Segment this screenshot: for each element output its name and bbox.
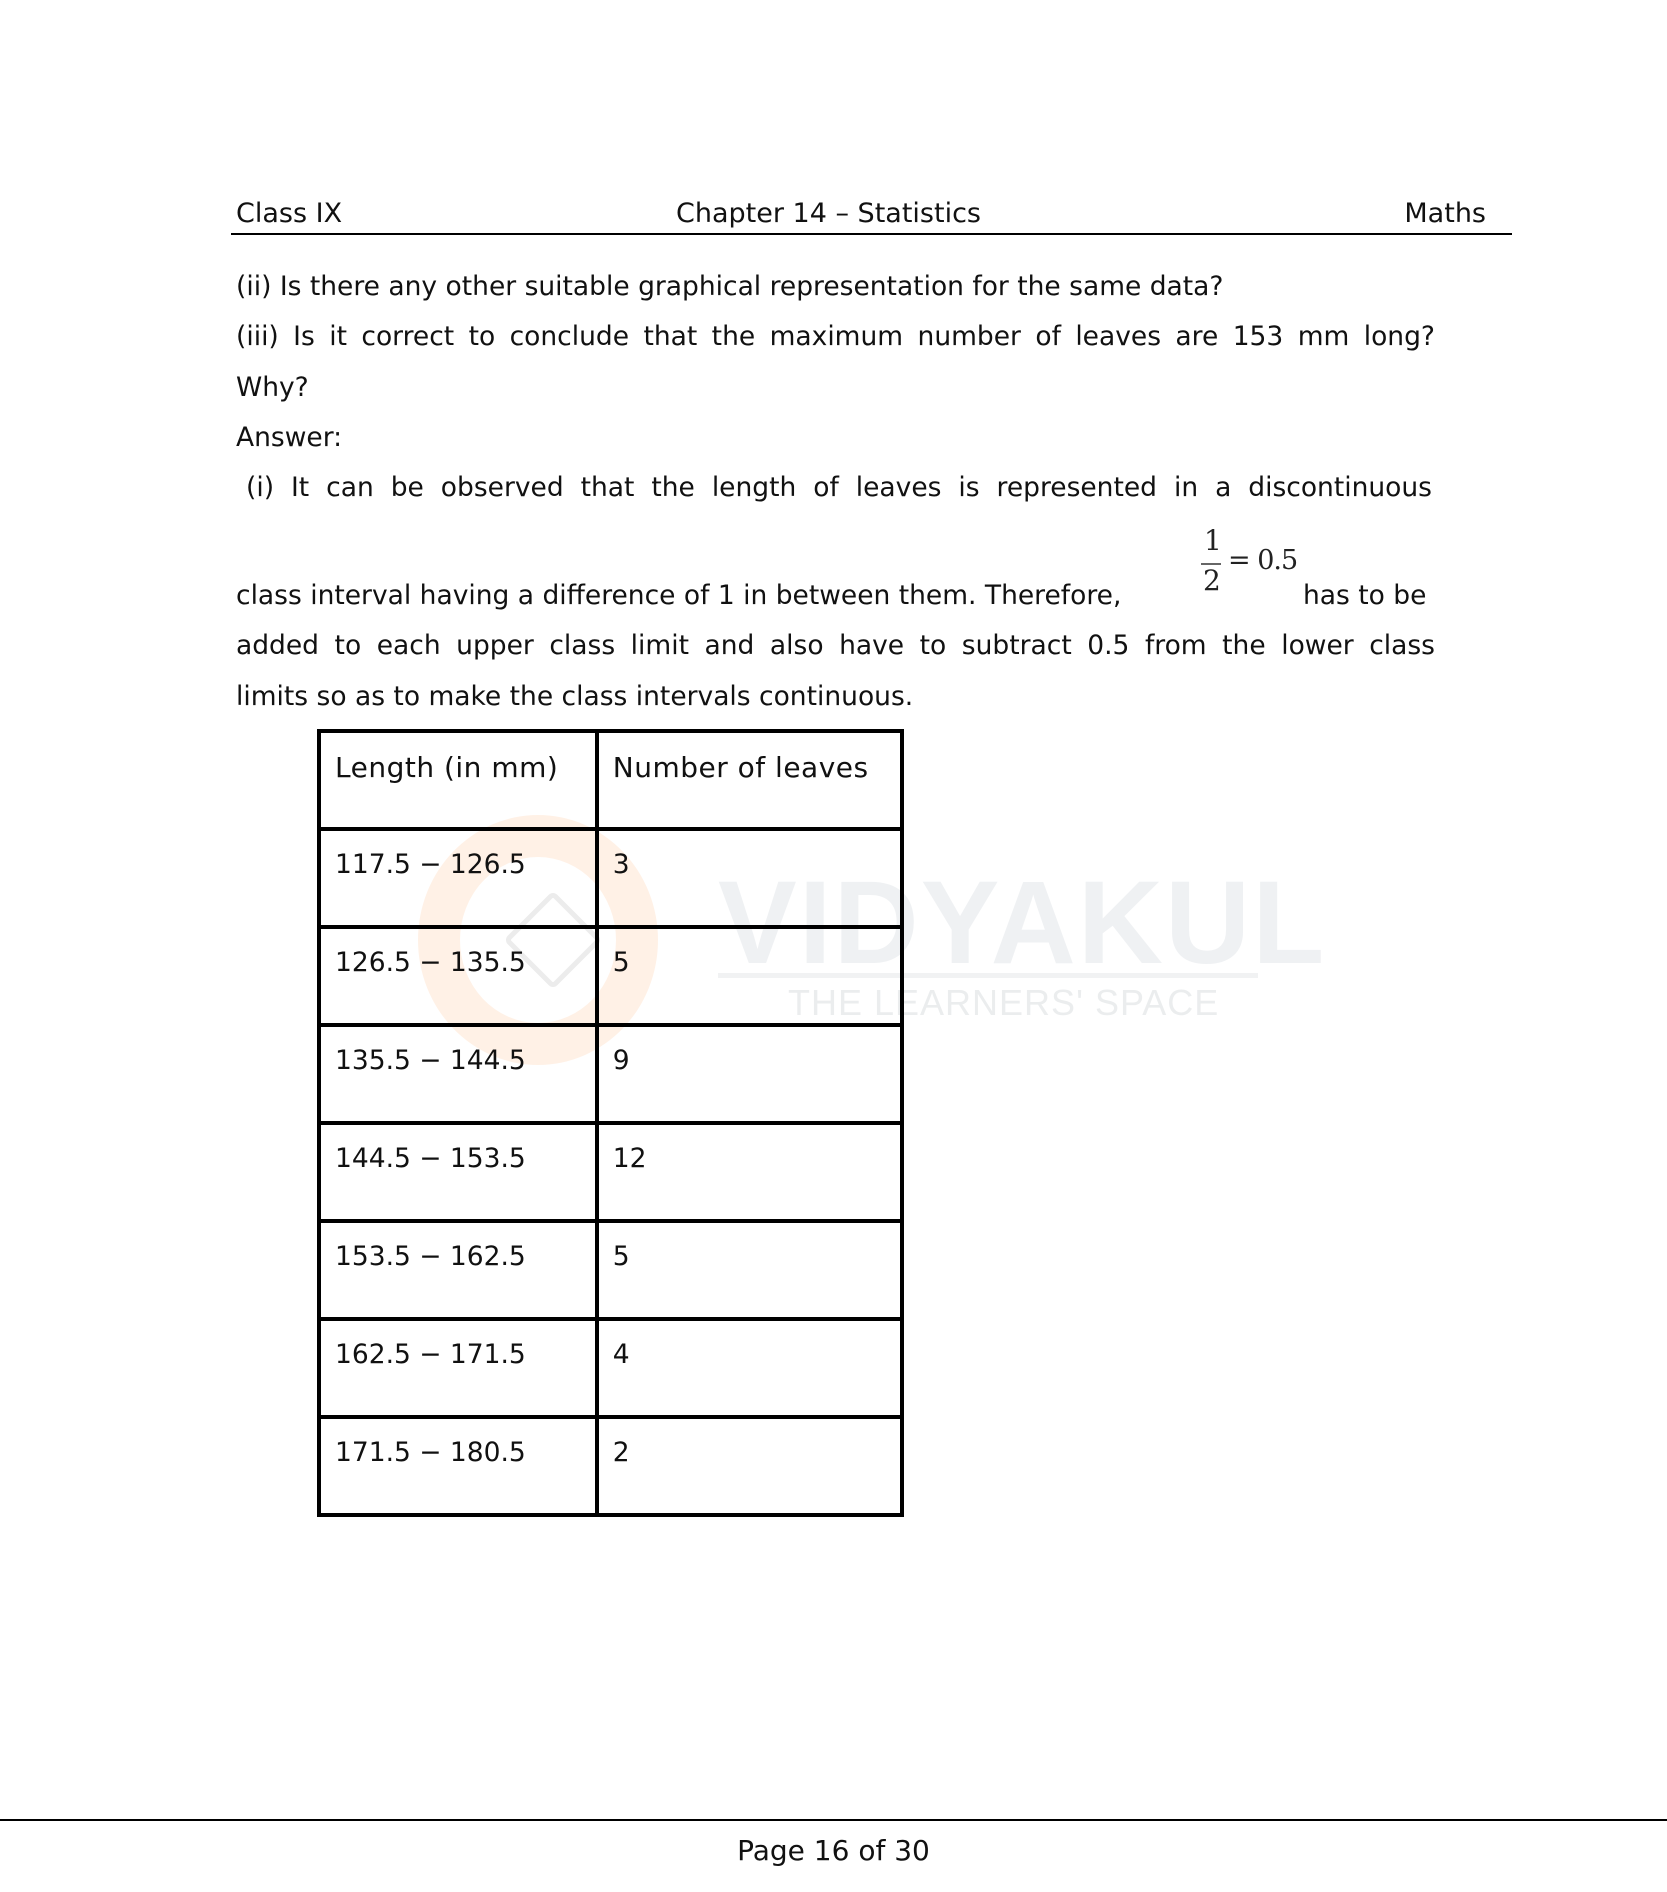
table-row xyxy=(319,1417,902,1515)
table-row xyxy=(319,927,902,1025)
cell-count: 12 xyxy=(597,1123,902,1221)
header-chapter-title: Chapter 14 – Statistics xyxy=(676,198,981,229)
fraction-half xyxy=(1198,526,1308,606)
answer-label: Answer: xyxy=(236,422,343,453)
page-number: Page 16 of 30 xyxy=(737,1834,930,1867)
answer-i-line2-before: class interval having a difference of 1 in between them. Therefore, xyxy=(236,580,1122,611)
header-divider xyxy=(231,233,1512,235)
answer-i-line2-after: has to be xyxy=(1303,580,1427,611)
watermark-brand: VIDYAKUL xyxy=(718,857,1327,989)
fraction-numerator: 1 xyxy=(1204,524,1222,557)
answer-i-line1: (i) It can be observed that the length of leaves is represented in a discontinuous xyxy=(246,472,1432,503)
cell-length: 153.5 − 162.5 xyxy=(319,1221,597,1319)
question-iii-line2: Why? xyxy=(236,372,309,403)
table-row xyxy=(319,1221,902,1319)
table-row xyxy=(319,829,902,927)
table-row xyxy=(319,1123,902,1221)
answer-i-line4: limits so as to make the class intervals continuous. xyxy=(236,681,914,712)
fraction-denominator: 2 xyxy=(1203,564,1221,597)
cell-length: 144.5 − 153.5 xyxy=(319,1123,597,1221)
answer-i-line3: added to each upper class limit and also have to subtract 0.5 from the lower class xyxy=(236,630,1435,661)
column-header-length: Length (in mm) xyxy=(319,731,597,829)
cell-length: 126.5 − 135.5 xyxy=(319,927,597,1025)
cell-count: 2 xyxy=(597,1417,902,1515)
frequency-table xyxy=(317,729,904,1517)
cell-length: 162.5 − 171.5 xyxy=(319,1319,597,1417)
cell-count: 5 xyxy=(597,927,902,1025)
header-subject: Maths xyxy=(1404,198,1486,229)
cell-count: 9 xyxy=(597,1025,902,1123)
column-header-count: Number of leaves xyxy=(597,731,902,829)
cell-length: 171.5 − 180.5 xyxy=(319,1417,597,1515)
question-ii: (ii) Is there any other suitable graphical representation for the same data? xyxy=(236,271,1224,302)
watermark-tagline: THE LEARNERS' SPACE xyxy=(788,982,1220,1023)
footer-divider xyxy=(0,1819,1667,1821)
header-class: Class IX xyxy=(236,198,343,229)
cell-count: 3 xyxy=(597,829,902,927)
table-row xyxy=(319,1319,902,1417)
question-iii-line1: (iii) Is it correct to conclude that the maximum number of leaves are 153 mm long? xyxy=(236,321,1435,352)
cell-length: 117.5 − 126.5 xyxy=(319,829,597,927)
table-row xyxy=(319,1025,902,1123)
table-header-row xyxy=(319,731,902,829)
cell-count: 5 xyxy=(597,1221,902,1319)
fraction-result: = 0.5 xyxy=(1228,545,1298,576)
cell-length: 135.5 − 144.5 xyxy=(319,1025,597,1123)
cell-count: 4 xyxy=(597,1319,902,1417)
